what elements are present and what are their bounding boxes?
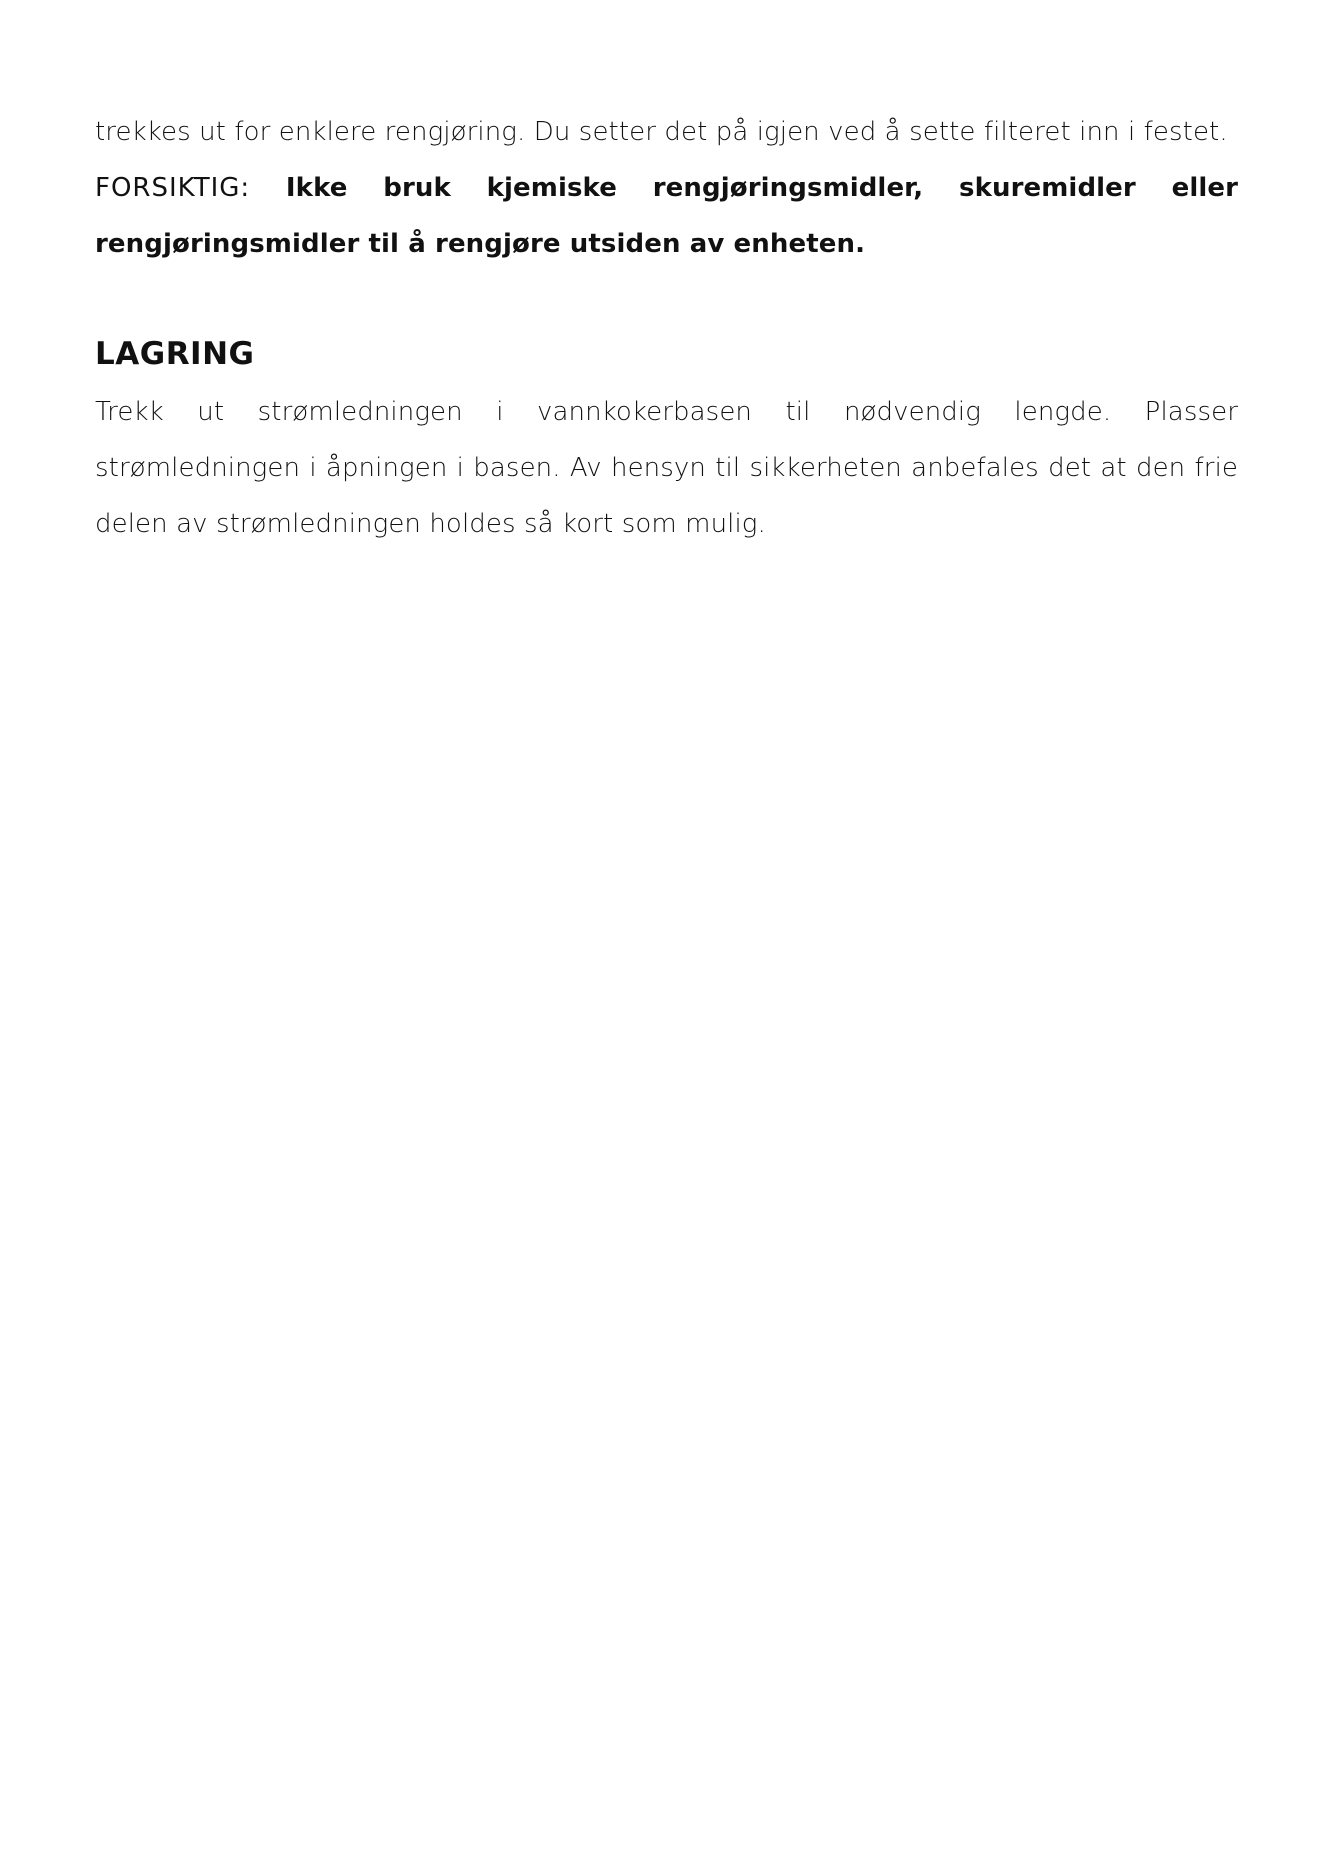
intro-paragraph: trekkes ut for enklere rengjøring. Du setter det på igjen ved å sette filteret inn i festet. [95,117,1228,147]
caution-label: FORSIKTIG: [95,173,251,203]
storage-heading: LAGRING [95,336,255,372]
caution-paragraph [95,160,1238,272]
storage-paragraph: Trekk ut strømledningen i vannkokerbasen til nødvendig lengde. Plasser strømledningen i åpningen i basen. Av hensyn til sikkerheten anbefales det at den frie delen av strømledningen holdes så kort som mulig. [95,397,1238,539]
caution-text: Ikke bruk kjemiske rengjøringsmidler, skuremidler eller rengjøringsmidler til å rengjøre utsiden av enheten. [95,173,1238,259]
document-content [95,104,1238,552]
section-spacer [95,272,1238,324]
